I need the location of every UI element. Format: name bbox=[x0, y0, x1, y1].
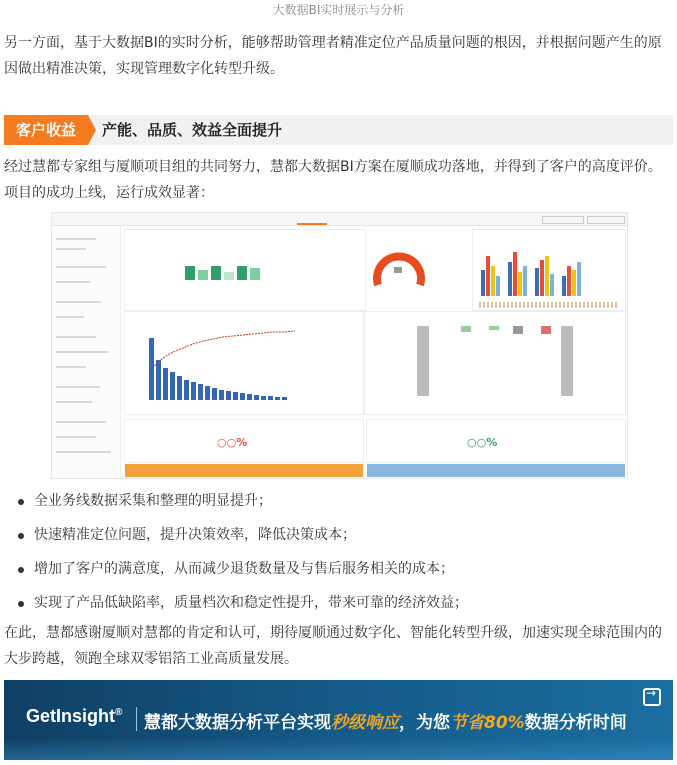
benefit-item: 快速精准定位问题，提升决策效率，降低决策成本； bbox=[0, 518, 677, 552]
section-title: 产能、品质、效益全面提升 bbox=[102, 121, 283, 139]
waterfall-chart bbox=[364, 311, 626, 415]
brand-logo: GetInsight® bbox=[26, 706, 123, 726]
dashboard-blue-button bbox=[367, 464, 625, 477]
closing-paragraph: 在此，慧都感谢厦顺对慧都的肯定和认可，期待厦顺通过数字化、智能化转型升级，加速实现全球范围内的大步跨越，领跑全球双零铝箔工业高质量发展。 bbox=[4, 625, 662, 667]
dashboard-toolbar bbox=[52, 213, 627, 226]
banner-divider bbox=[136, 707, 137, 731]
dashboard-screenshot bbox=[51, 212, 628, 479]
gauge-chart bbox=[370, 245, 428, 303]
dashboard-orange-button bbox=[125, 464, 363, 477]
yield-rate-panel: ○○% bbox=[366, 419, 626, 463]
benefits-list bbox=[0, 484, 677, 620]
intro-paragraph: 另一方面，基于大数据BI的实时分析，能够帮助管理者精准定位产品质量问题的根因，并根据问题产生的原因做出精准决策，实现管理数字化转型升级。 bbox=[4, 35, 662, 77]
benefit-item: 全业务线数据采集和整理的明显提升； bbox=[0, 484, 677, 518]
banner-slogan: 慧都大数据分析平台实现秒级响应，为您节省80%数据分析时间 bbox=[144, 713, 627, 733]
benefit-item: 增加了客户的满意度，从而减少退货数量及与售后服务相关的成本； bbox=[0, 552, 677, 586]
defect-rate-panel: ○○% bbox=[124, 419, 364, 463]
section-header bbox=[4, 115, 673, 145]
promo-banner[interactable] bbox=[4, 680, 673, 760]
tag-arrow-icon bbox=[88, 115, 96, 145]
kpi-panel bbox=[124, 229, 366, 311]
grouped-bar-chart bbox=[472, 229, 626, 311]
image-caption: 大数据BI实时展示与分析 bbox=[272, 3, 405, 17]
benefit-item: 实现了产品低缺陷率，质量档次和稳定性提升，带来可靠的经济效益； bbox=[0, 586, 677, 620]
section-tag: 客户收益 bbox=[4, 115, 88, 145]
dashboard-filter-sidebar bbox=[52, 226, 121, 478]
external-link-icon[interactable] bbox=[643, 688, 661, 706]
summary-paragraph: 经过慧都专家组与厦顺项目组的共同努力，慧都大数据BI方案在厦顺成功落地，并得到了客户的高度评价。项目的成功上线，运行成效显著： bbox=[4, 159, 662, 201]
pareto-chart bbox=[124, 311, 364, 415]
